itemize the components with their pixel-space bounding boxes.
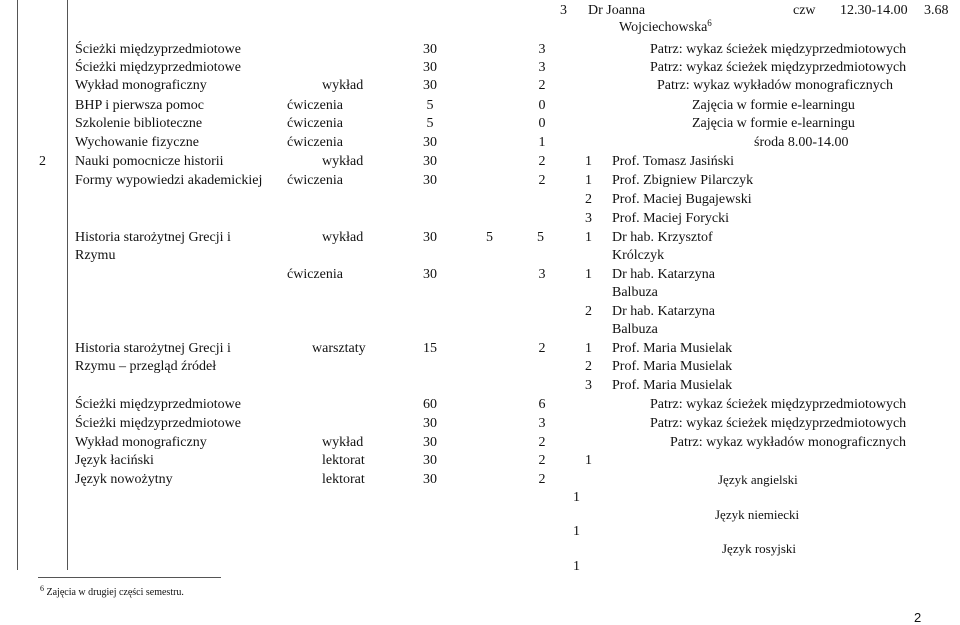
ects: 6 (538, 397, 546, 412)
teacher: Prof. Maria Musielak (612, 341, 733, 356)
group: 2 (585, 304, 592, 319)
group: 1 (573, 559, 580, 574)
note: Patrz: wykaz wykładów monograficznych (670, 435, 906, 450)
hours: 30 (423, 453, 437, 468)
ects: 2 (538, 435, 546, 450)
teacher-line2: Balbuza (612, 285, 658, 300)
note: Zajęcia w formie e-learningu (692, 116, 855, 131)
ects: 3 (538, 267, 546, 282)
hours: 5 (426, 98, 434, 113)
page-number: 2 (914, 610, 922, 625)
top-teacher-line1: Dr Joanna (588, 3, 646, 18)
form: lektorat (322, 453, 365, 468)
footnote (40, 584, 184, 598)
footnote-number: 6 (40, 584, 44, 593)
subject: Ścieżki międzyprzedmiotowe (75, 416, 241, 431)
teacher-line1: Dr hab. Katarzyna (612, 267, 716, 282)
top-time: 12.30-14.00 (840, 3, 908, 18)
hours: 30 (423, 60, 437, 75)
teacher-line2: Królczyk (612, 248, 665, 263)
group: 1 (573, 524, 580, 539)
ects: 2 (538, 453, 546, 468)
subject: Wykład monograficzny (75, 435, 207, 450)
footnote-separator (38, 577, 221, 578)
note: Patrz: wykaz wykładów monograficznych (657, 78, 893, 93)
year-number: 2 (39, 154, 46, 169)
subject: Szkolenie biblioteczne (75, 116, 203, 131)
teacher: Prof. Maria Musielak (612, 359, 733, 374)
teacher: Prof. Maria Musielak (612, 378, 733, 393)
teacher-line2: Balbuza (612, 322, 658, 337)
group: 3 (585, 211, 592, 226)
ects: 2 (538, 154, 546, 169)
subject: Ścieżki międzyprzedmiotowe (75, 397, 241, 412)
footnote-mark: 6 (707, 18, 712, 28)
hours: 15 (423, 341, 437, 356)
note: Patrz: wykaz ścieżek międzyprzedmiotowych (650, 416, 907, 431)
hours: 30 (423, 135, 437, 150)
form: wykład (322, 230, 364, 245)
language-name: Język angielski (718, 472, 798, 487)
teacher-line1: Dr hab. Krzysztof (612, 230, 713, 245)
group: 3 (585, 378, 592, 393)
note: środa 8.00-14.00 (754, 135, 849, 150)
form: wykład (322, 435, 364, 450)
hours: 30 (423, 78, 437, 93)
hours: 5 (426, 116, 434, 131)
subject: Ścieżki międzyprzedmiotowe (75, 60, 241, 75)
teacher: Prof. Tomasz Jasiński (612, 154, 735, 169)
form: ćwiczenia (287, 173, 343, 188)
subject-line1: Historia starożytnej Grecji i (75, 230, 231, 245)
hours: 30 (423, 416, 437, 431)
hours: 30 (423, 472, 437, 487)
ects: 3 (538, 42, 546, 57)
group: 1 (585, 173, 592, 188)
ects: 2 (538, 173, 546, 188)
top-page-fragment: 3.68 (924, 3, 949, 18)
group: 1 (585, 453, 592, 468)
form: ćwiczenia (287, 135, 343, 150)
group: 2 (585, 192, 592, 207)
group: 1 (573, 490, 580, 505)
subject: BHP i pierwsza pomoc (75, 98, 204, 113)
form: lektorat (322, 472, 365, 487)
ects-total: 5 (537, 230, 544, 245)
note: Zajęcia w formie e-learningu (692, 98, 855, 113)
group: 1 (585, 154, 592, 169)
language-name: Język rosyjski (722, 541, 797, 556)
form: wykład (322, 78, 364, 93)
hours: 60 (423, 397, 437, 412)
table-year-column-border (67, 0, 68, 570)
hours: 30 (423, 230, 437, 245)
top-day: czw (793, 3, 816, 18)
subject-line1: Historia starożytnej Grecji i (75, 341, 231, 356)
ects: 0 (538, 116, 546, 131)
form: ćwiczenia (287, 98, 343, 113)
hours: 30 (423, 173, 437, 188)
teacher: Prof. Maciej Forycki (612, 211, 730, 226)
group: 1 (585, 341, 592, 356)
note: Patrz: wykaz ścieżek międzyprzedmiotowych (650, 60, 907, 75)
group: 1 (585, 267, 592, 282)
group: 1 (585, 230, 592, 245)
hours: 30 (423, 154, 437, 169)
subject: Ścieżki międzyprzedmiotowe (75, 42, 241, 57)
teacher: Prof. Zbigniew Pilarczyk (612, 173, 754, 188)
subject: Formy wypowiedzi akademickiej (75, 173, 263, 188)
hours: 30 (423, 42, 437, 57)
form: warsztaty (312, 341, 366, 356)
top-teacher-line2: Wojciechowska$^6$ (619, 18, 712, 35)
ects: 3 (538, 416, 546, 431)
ects: 0 (538, 98, 546, 113)
subject: Nauki pomocnicze historii (75, 154, 224, 169)
group: 2 (585, 359, 592, 374)
subject-line2: Rzymu – przegląd źródeł (75, 359, 217, 374)
subject-line2: Rzymu (75, 248, 116, 263)
note: Patrz: wykaz ścieżek międzyprzedmiotowych (650, 42, 907, 57)
table-left-border (17, 0, 18, 570)
subject: Wychowanie fizyczne (75, 135, 199, 150)
language-name: Język niemiecki (715, 507, 800, 522)
teacher-line1: Dr hab. Katarzyna (612, 304, 716, 319)
subject: Język nowożytny (75, 472, 173, 487)
note: Patrz: wykaz ścieżek międzyprzedmiotowych (650, 397, 907, 412)
subject: Wykład monograficzny (75, 78, 207, 93)
form: ćwiczenia (287, 116, 343, 131)
subject: Język łaciński (75, 453, 154, 468)
form: wykład (322, 154, 364, 169)
footnote-text: Zajęcia w drugiej części semestru. (46, 587, 184, 598)
ects: 2 (538, 78, 546, 93)
ects: 2 (538, 472, 546, 487)
teacher: Prof. Maciej Bugajewski (612, 192, 752, 207)
ects: 2 (538, 341, 546, 356)
ects: 1 (538, 135, 546, 150)
hours: 30 (423, 267, 437, 282)
hours: 30 (423, 435, 437, 450)
top-sem: 3 (560, 3, 567, 18)
ects: 5 (486, 230, 493, 245)
form: ćwiczenia (287, 267, 343, 282)
ects: 3 (538, 60, 546, 75)
